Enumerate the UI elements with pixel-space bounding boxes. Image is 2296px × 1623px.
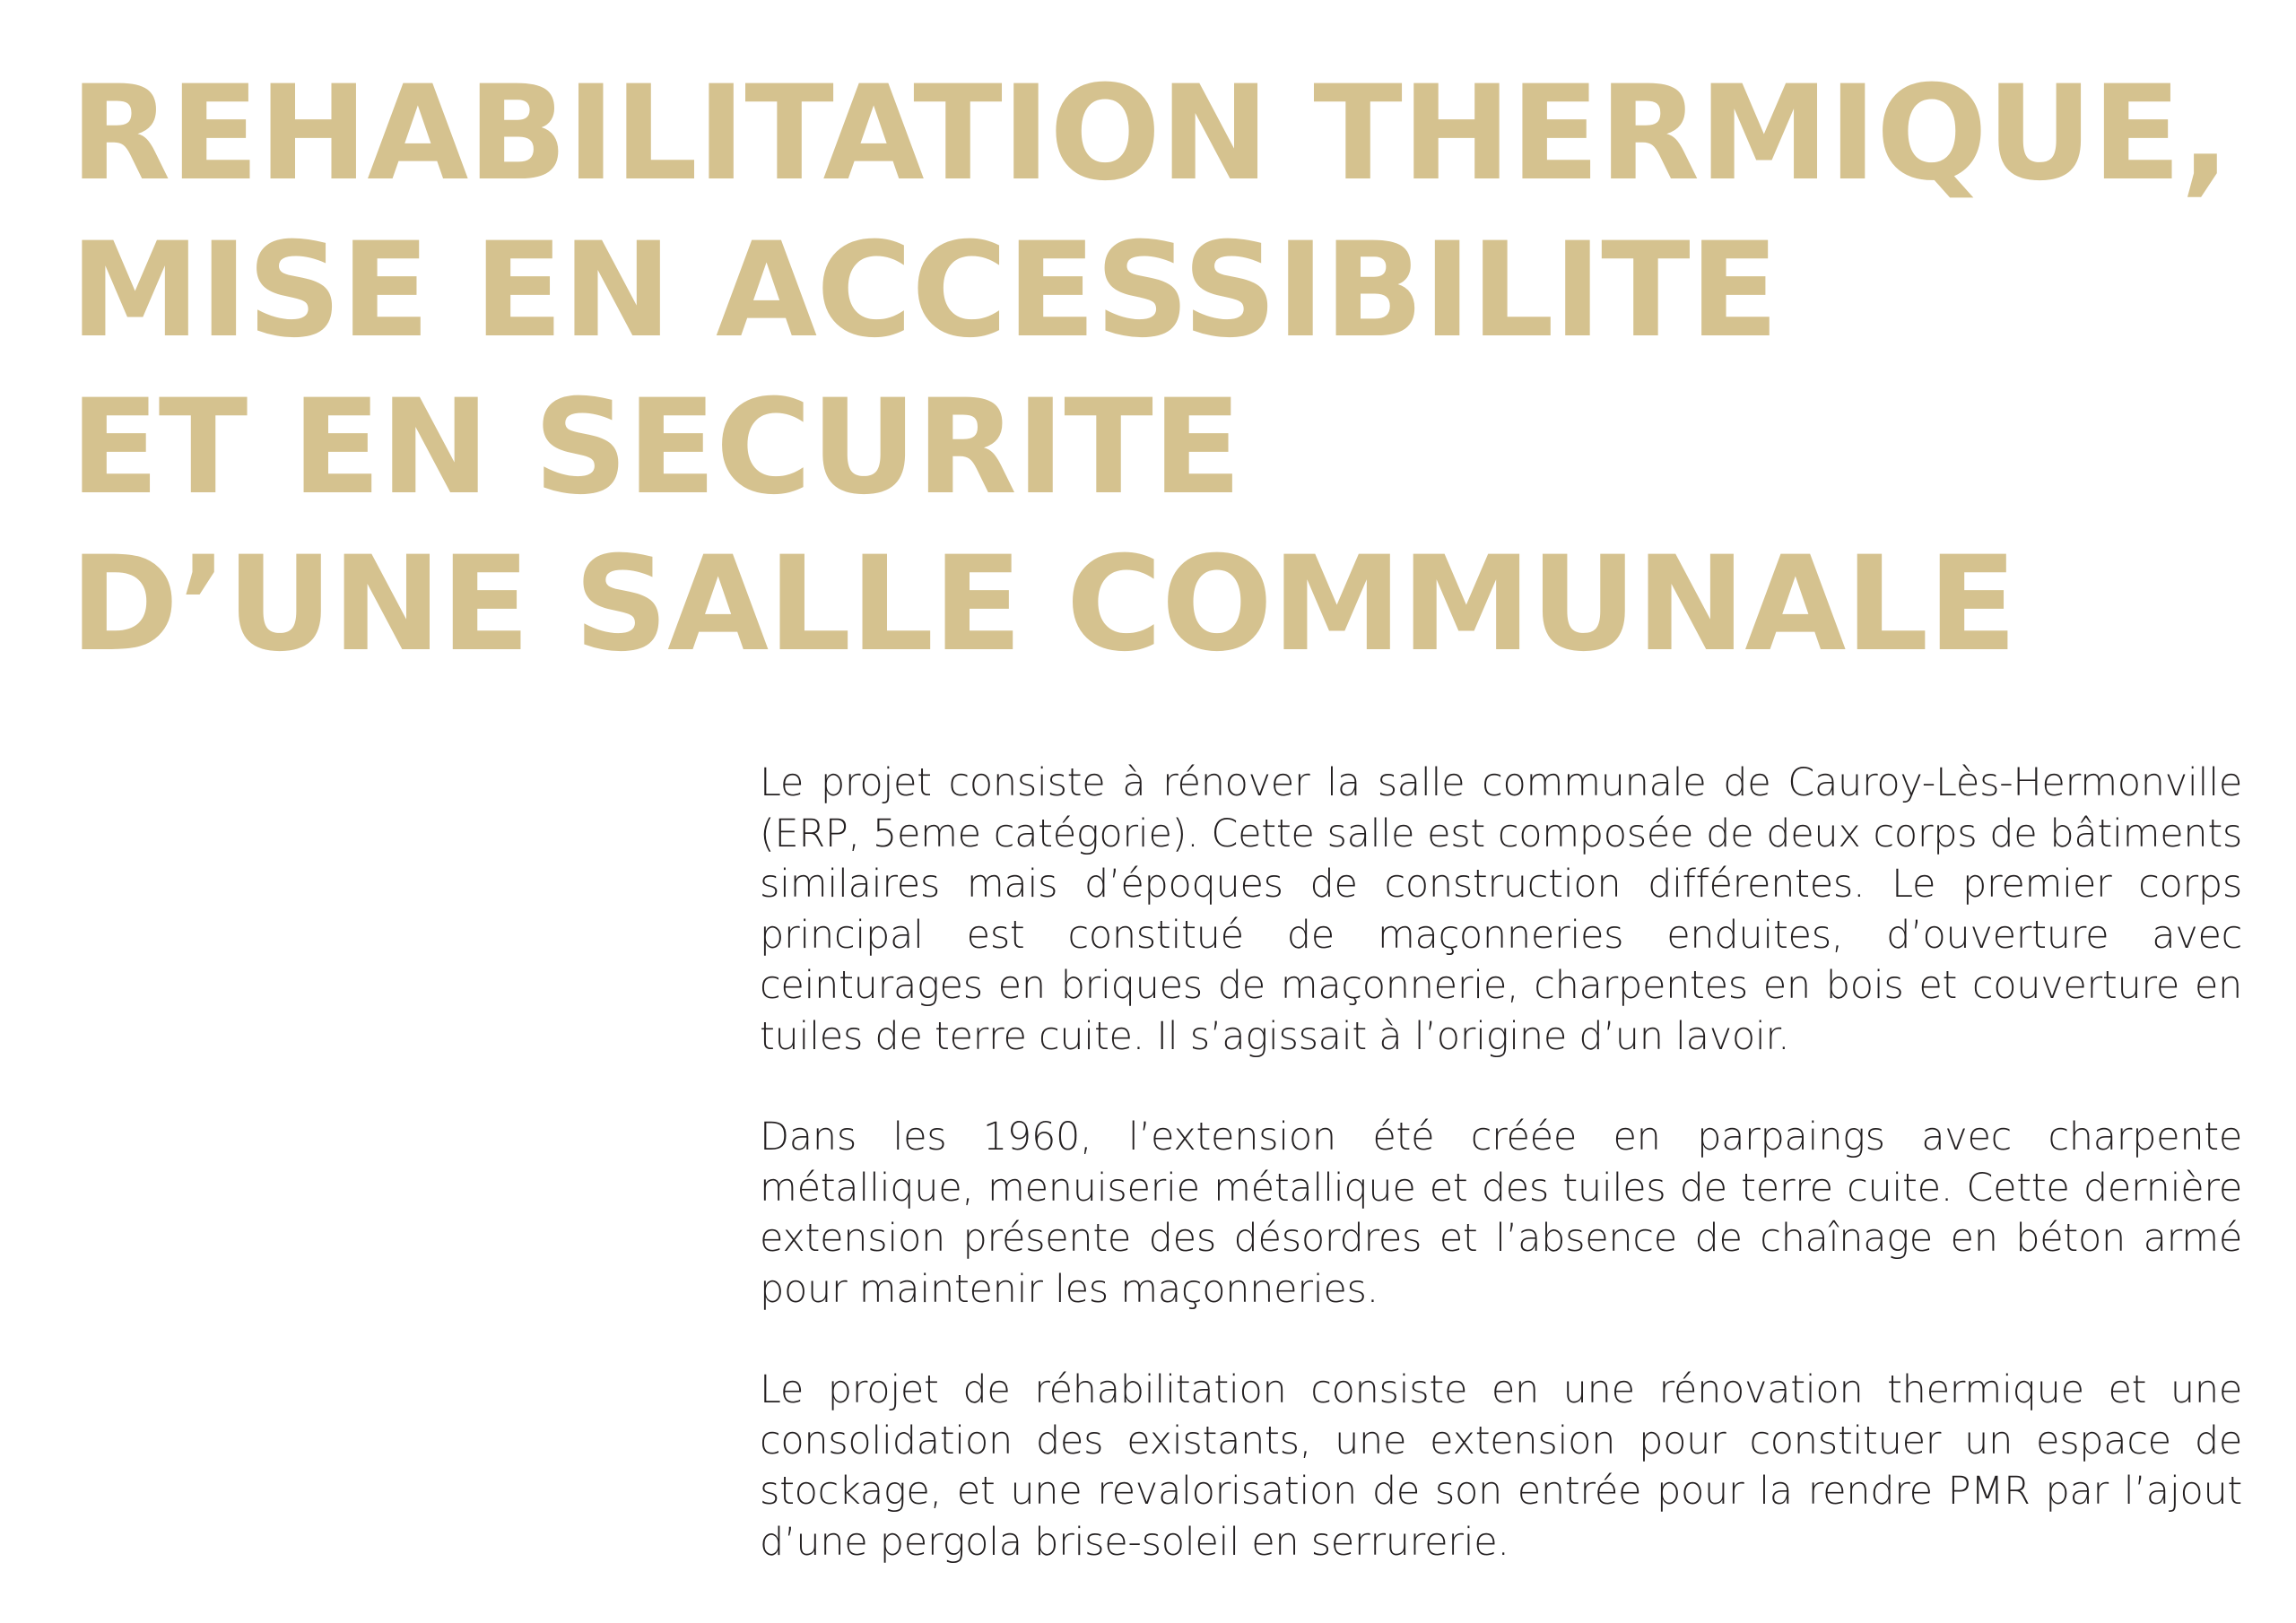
paragraph-1: Le projet consiste à rénover la salle communale de Cauroy-Lès-Hermonville (ERP, 5eme catégorie). Cette salle est composée de deux corps de bâtiments similaires mais d’époques de construction différentes. Le premier corps principal est constitué de maçonneries enduites, d’ouverture avec ceinturages en briques de maçonnerie, charpentes en bois et couverture en tuiles de terre cuite. Il s’agissait à l’origine d’un lavoir. [760,760,2242,1059]
title-line-1: REHABILITATION THERMIQUE, [70,57,2230,210]
title-line-4: D’UNE SALLE COMMUNALE [70,528,2017,681]
page-title [70,56,2230,683]
paragraph-2: Dans les 1960, l’extension été créée en parpaings avec charpente métallique, menuiserie métallique et des tuiles de terre cuite. Cette dernière extension présente des désordres et l’absence de chaînage en béton armé pour maintenir les maçonneries. [760,1115,2242,1312]
title-line-3: ET EN SECURITE [70,371,1241,524]
title-line-2: MISE EN ACCESSIBILITE [70,214,1779,367]
paragraph-3: Le projet de réhabilitation consiste en une rénovation thermique et une consolidation des existants, une extension pour constituer un espace de stockage, et une revalorisation de son entrée pour la rendre PMR par l’ajout d’une pergola brise-soleil en serrurerie. [760,1367,2242,1565]
project-description [760,758,2242,1618]
